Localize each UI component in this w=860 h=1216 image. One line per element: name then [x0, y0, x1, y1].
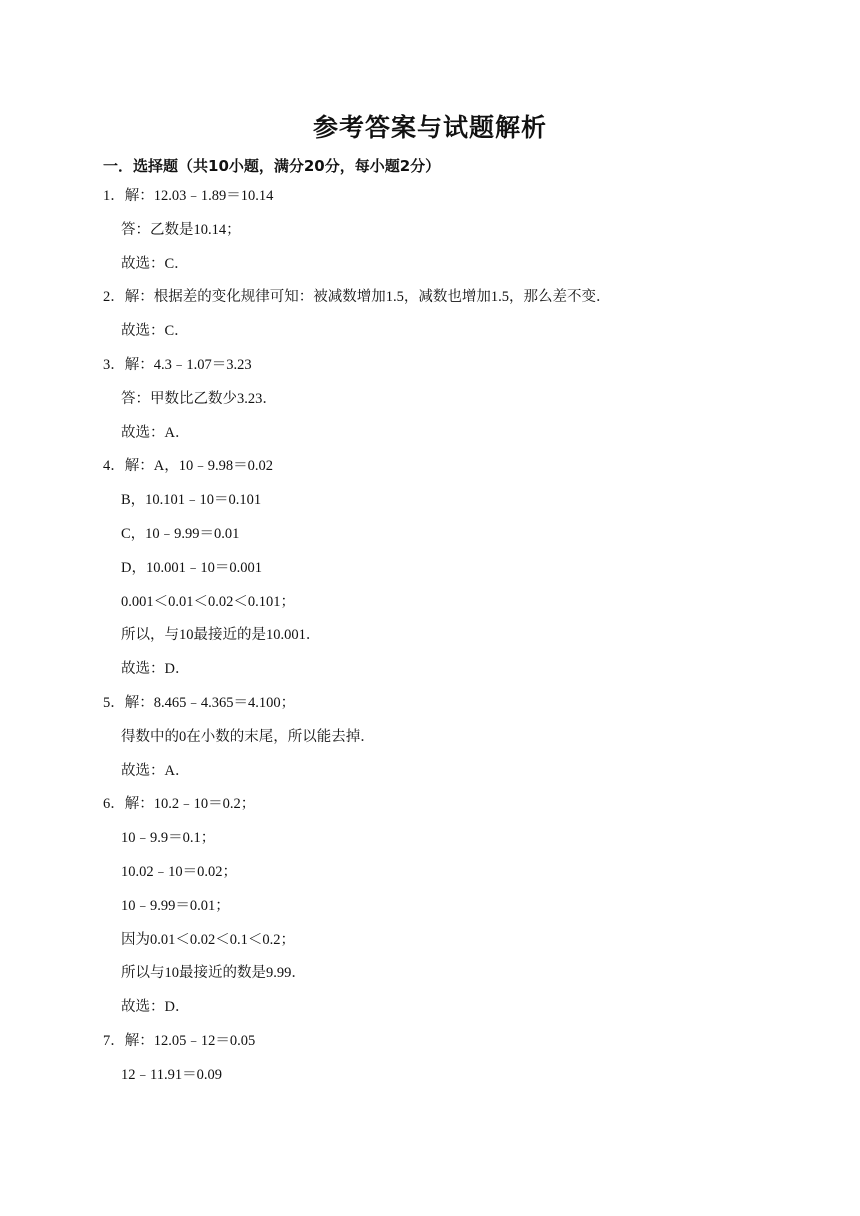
answer-line: 0.001＜0.01＜0.02＜0.101；: [121, 593, 295, 610]
answer-line: 故选：C．: [121, 255, 189, 272]
answer-line: 因为0.01＜0.02＜0.1＜0.2；: [121, 931, 295, 948]
answer-line: 7．解：12.05﹣12＝0.05: [103, 1032, 256, 1049]
answer-line: 10.02﹣10＝0.02；: [121, 863, 237, 880]
answer-line: 所以，与10最接近的是10.001．: [121, 627, 321, 644]
answer-content: [103, 180, 803, 1093]
answer-line: 故选：D．: [121, 999, 190, 1016]
answer-line: 10﹣9.9＝0.1；: [121, 830, 216, 847]
page-title: 参考答案与试题解析: [312, 113, 547, 142]
answer-line: 答：乙数是10.14；: [121, 221, 241, 238]
answer-line: 1．解：12.03﹣1.89＝10.14: [103, 188, 274, 204]
answer-line: 得数中的0在小数的末尾，所以能去掉．: [121, 728, 375, 745]
answer-line: 故选：C．: [121, 323, 189, 340]
answer-line: 10﹣9.99＝0.01；: [121, 897, 230, 914]
answer-line: D，10.001﹣10＝0.001: [121, 559, 262, 576]
answer-line: 12﹣11.91＝0.09: [121, 1066, 222, 1083]
answer-line: 3．解：4.3﹣1.07＝3.23: [103, 356, 252, 373]
answer-line: B，10.101﹣10＝0.101: [121, 492, 262, 509]
answer-line: 6．解：10.2﹣10＝0.2；: [103, 796, 256, 813]
answer-line: 答：甲数比乙数少3.23．: [121, 390, 277, 407]
answer-line: C，10﹣9.99＝0.01: [121, 525, 240, 542]
answer-line: 所以与10最接近的数是9.99．: [121, 965, 306, 982]
answer-line: 4．解：A，10﹣9.98＝0.02: [103, 458, 273, 475]
answer-line: 故选：D．: [121, 661, 190, 678]
answer-line: 故选：A．: [121, 762, 190, 779]
answer-line: 故选：A．: [121, 424, 190, 441]
section-heading: 一．选择题（共10小题，满分20分，每小题2分）: [103, 157, 441, 175]
answer-line: 5．解：8.465﹣4.365＝4.100；: [103, 694, 296, 711]
answer-line: 2．解：根据差的变化规律可知：被减数增加1.5，减数也增加1.5，那么差不变．: [103, 289, 611, 306]
